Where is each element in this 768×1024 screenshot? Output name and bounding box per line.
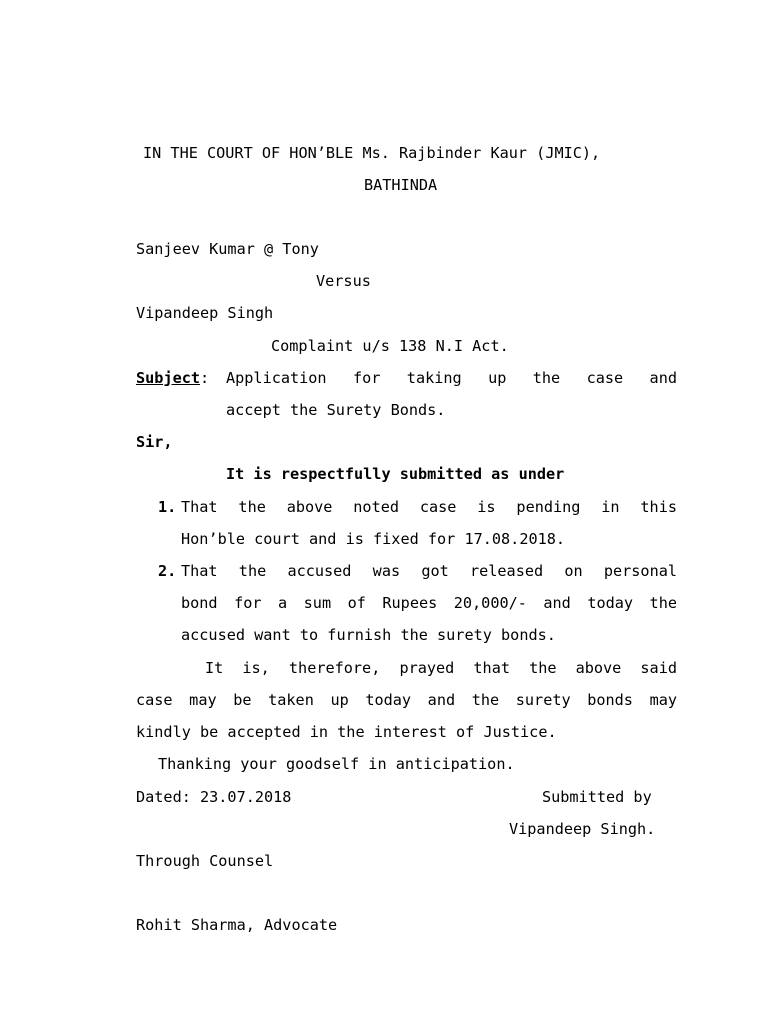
- point-number-2: 2.: [158, 562, 177, 580]
- versus-label: Versus: [316, 272, 371, 290]
- prayer-line-1: It is, therefore, prayed that the above said: [205, 659, 677, 677]
- point-1-line-1: That the above noted case is pending in this: [181, 498, 677, 516]
- thanks-line: Thanking your goodself in anticipation.: [158, 755, 515, 773]
- point-2-line-1: That the accused was got released on personal: [181, 562, 677, 580]
- subject-colon: :: [200, 369, 210, 387]
- subject-line-2: accept the Surety Bonds.: [226, 401, 446, 419]
- point-number-1: 1.: [158, 498, 177, 516]
- prayer-line-2: case may be taken up today and the surety bonds may: [136, 691, 677, 709]
- point-1-line-2: Hon’ble court and is fixed for 17.08.2018.: [181, 530, 566, 548]
- subject-label: Subject: [136, 369, 201, 387]
- dated-line: Dated: 23.07.2018: [136, 788, 292, 806]
- signatory-name: Vipandeep Singh.: [509, 820, 656, 838]
- salutation: Sir,: [136, 433, 173, 451]
- accused-name: Vipandeep Singh: [136, 304, 274, 322]
- complaint-section: Complaint u/s 138 N.I Act.: [271, 337, 509, 355]
- subject-line-1: Application for taking up the case and: [226, 369, 677, 387]
- point-2-line-3: accused want to furnish the surety bonds.: [181, 626, 556, 644]
- court-heading: IN THE COURT OF HON’BLE Ms. Rajbinder Kaur (JMIC),: [143, 144, 601, 162]
- through-counsel: Through Counsel: [136, 852, 274, 870]
- complainant-name: Sanjeev Kumar @ Tony: [136, 240, 319, 258]
- submitted-by-label: Submitted by: [542, 788, 652, 806]
- prayer-line-3: kindly be accepted in the interest of Justice.: [136, 723, 557, 741]
- court-location: BATHINDA: [364, 176, 438, 194]
- subject-heading: [136, 368, 209, 388]
- point-2-line-2: bond for a sum of Rupees 20,000/- and today the: [181, 594, 677, 612]
- intro-line: It is respectfully submitted as under: [226, 465, 565, 483]
- advocate-name: Rohit Sharma, Advocate: [136, 916, 338, 934]
